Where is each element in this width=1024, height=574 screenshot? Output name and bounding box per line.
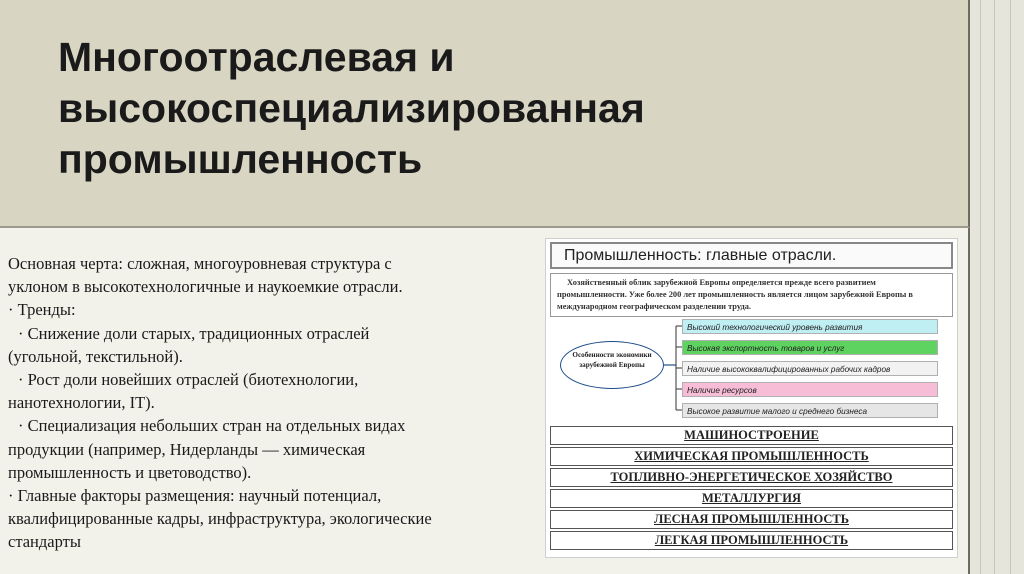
body-line: уклоном в высокотехнологичные и наукоемкие отрасли. [8, 277, 403, 297]
title-line: высокоспециализированная [58, 85, 645, 131]
slide-edge [970, 0, 1024, 574]
industry-row: МАШИНОСТРОЕНИЕ [550, 426, 953, 445]
body-line: нанотехнологии, IT). [8, 393, 155, 413]
slide-title [58, 32, 938, 185]
body-line: Основная черта: сложная, многоуровневая структура с [8, 254, 392, 273]
figure-intro: Хозяйственный облик зарубежной Европы определяется прежде всего развитием промышленности. Уже более 200 лет промышленность является лицом зарубежной Европы в международном географическом разделении труда. [550, 273, 953, 317]
body-line: · Тренды: [8, 300, 76, 320]
industry-figure [545, 238, 958, 558]
industry-row: ХИМИЧЕСКАЯ ПРОМЫШЛЕННОСТЬ [550, 447, 953, 466]
figure-header: Промышленность: главные отрасли. [550, 242, 953, 269]
feature-item: Высокое развитие малого и среднего бизнеса [682, 403, 938, 418]
body-line: промышленность и цветоводство). [8, 462, 252, 482]
body-line: стандарты [8, 532, 81, 552]
body-line: продукции (например, Нидерланды — химическая [8, 439, 366, 459]
feature-item: Наличие высококвалифицированных рабочих кадров [682, 361, 938, 376]
feature-item: Наличие ресурсов [682, 382, 938, 397]
body-line: · Главные факторы размещения: научный потенциал, [8, 486, 382, 506]
body-line: · Снижение доли старых, традиционных отраслей [18, 323, 370, 343]
industry-row: ТОПЛИВНО-ЭНЕРГЕТИЧЕСКОЕ ХОЗЯЙСТВО [550, 468, 953, 487]
feature-item: Высокий технологический уровень развития [682, 319, 938, 334]
feature-item: Высокая экспортность товаров и услуг [682, 340, 938, 355]
industry-row: МЕТАЛЛУРГИЯ [550, 489, 953, 508]
industry-row: ЛЕГКАЯ ПРОМЫШЛЕННОСТЬ [550, 531, 953, 550]
title-line: Многоотраслевая и [58, 34, 455, 80]
body-line: (угольной, текстильной). [8, 346, 183, 366]
industry-row: ЛЕСНАЯ ПРОМЫШЛЕННОСТЬ [550, 510, 953, 529]
title-line: промышленность [58, 136, 423, 182]
body-line: · Специализация небольших стран на отдельных видах [18, 416, 406, 436]
economy-features-oval: Особенности экономики зарубежной Европы [560, 341, 664, 389]
body-text [8, 252, 528, 554]
body-line: · Рост доли новейших отраслей (биотехнологии, [18, 370, 359, 390]
body-line: квалифицированные кадры, инфраструктура, экологические [8, 509, 432, 529]
